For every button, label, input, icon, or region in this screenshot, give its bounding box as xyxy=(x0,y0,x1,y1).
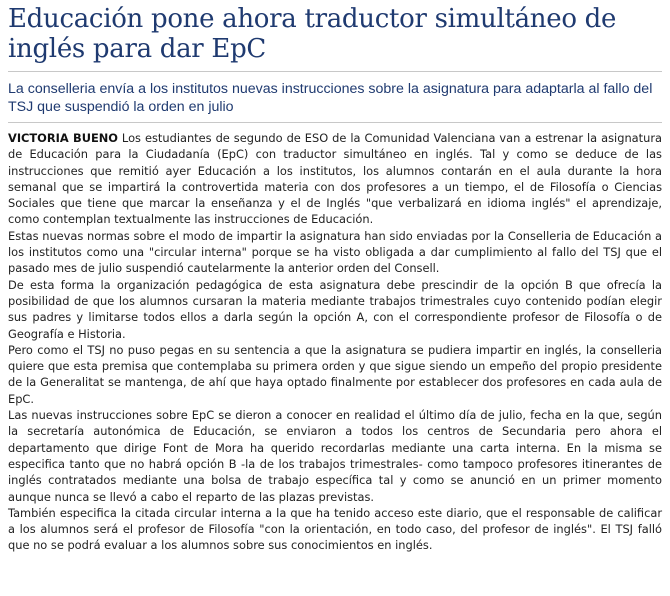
article-paragraph: Pero como el TSJ no puso pegas en su sentencia a que la asignatura se pudiera impartir en inglés, la conselleria quiere que esta premisa que contemplaba su primera orden y que sigue siendo un empeño del propio presidente de la Generalitat se mantenga, de ahí que haya optado finalmente por establecer dos profesores en cada aula de EpC. xyxy=(8,342,662,406)
article-paragraph: También especifica la citada circular interna a la que ha tenido acceso este diario, que el responsable de calificar a los alumnos será el profesor de Filosofía "con la orientación, en todo caso, del profesor de inglés". El TSJ falló que no se podrá evaluar a los alumnos sobre sus conocimientos en inglés. xyxy=(8,505,662,553)
article-body xyxy=(8,130,662,554)
article-subtitle: La conselleria envía a los institutos nuevas instrucciones sobre la asignatura para adaptarla al fallo del TSJ que suspendió la orden en julio xyxy=(8,80,662,123)
article-paragraph-text: Los estudiantes de segundo de ESO de la Comunidad Valenciana van a estrenar la asignatura de Educación para la Ciudadanía (EpC) con traductor simultáneo en inglés. Tal y como se deduce de las instrucciones que remitió ayer Educación a los institutos, los alumnos contarán en el aula durante la hora semanal que se impartirá la controvertida materia con dos profesores a un tiempo, el de Filosofía o Ciencias Sociales que tiene que marcar la enseñanza y el de Inglés "que verbalizará en idioma inglés" el aprendizaje, como contemplan textualmente las instrucciones de Educación. xyxy=(8,131,662,227)
article-paragraph xyxy=(8,130,662,228)
article-byline: VICTORIA BUENO xyxy=(8,131,118,145)
article-paragraph: Las nuevas instrucciones sobre EpC se dieron a conocer en realidad el último día de julio, fecha en la que, según la secretaría autonómica de Educación, se enviaron a todos los centros de Secundaria pero ahora el departamento que dirige Font de Mora ha querido recordarlas mediante una carta interna. En la misma se especifica tanto que no habrá opción B -la de los trabajos trimestrales- como tampoco profesores itinerantes de inglés contratados mediante una bolsa de trabajo específica tal y como se anunció en un primer momento aunque nunca se llevó a cabo el reparto de las plazas previstas. xyxy=(8,408,662,504)
article-paragraph: De esta forma la organización pedagógica de esta asignatura debe prescindir de la opción B que ofrecía la posibilidad de que los alumnos cursaran la materia mediante trabajos trimestrales cuyo contenido podían elegir sus padres y limitarse todos ellos a darla según la opción A, con el correspondiente profesor de Filosofía o de Geografía e Historia. xyxy=(8,277,662,341)
article-paragraph: Estas nuevas normas sobre el modo de impartir la asignatura han sido enviadas por la Conselleria de Educación a los institutos como una "circular interna" porque se ha visto obligada a dar cumplimiento al fallo del TSJ que el pasado mes de julio suspendió cautelarmente la anterior orden del Consell. xyxy=(8,228,662,276)
article xyxy=(8,0,662,554)
article-headline: Educación pone ahora traductor simultáneo de inglés para dar EpC xyxy=(8,4,662,72)
